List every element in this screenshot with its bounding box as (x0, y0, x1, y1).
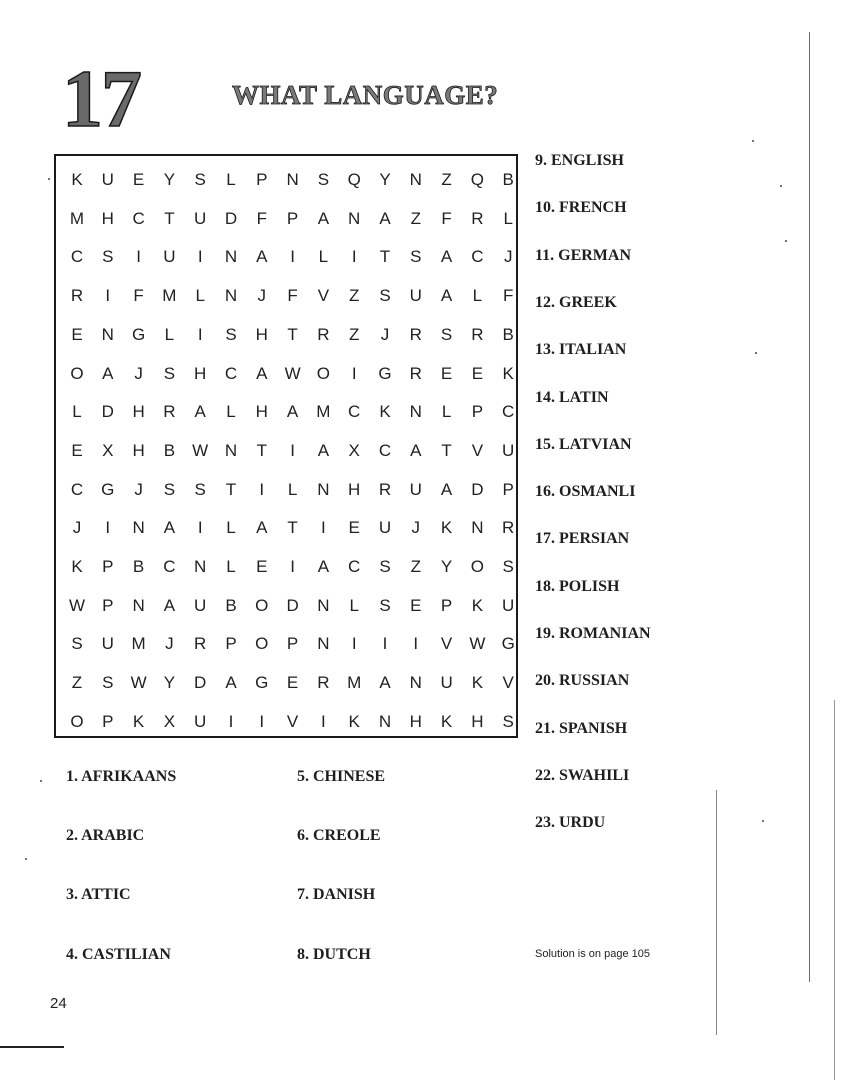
grid-letter: H (132, 440, 145, 460)
grid-letter: W (284, 363, 301, 383)
grid-letter: A (440, 286, 453, 306)
grid-letter: K (440, 711, 453, 731)
grid-letter: G (501, 634, 515, 654)
grid-letter: C (163, 557, 176, 576)
grid-letter: N (317, 595, 330, 615)
grid-letter: J (411, 518, 421, 538)
grid-letter: K (71, 557, 83, 576)
grid-letter: M (347, 673, 362, 693)
grid-letter: P (502, 479, 514, 499)
word-list-item: 20. RUSSIAN (535, 672, 630, 690)
grid-letter: L (226, 170, 236, 189)
binding-line (716, 790, 717, 1035)
grid-letter: J (503, 247, 513, 267)
grid-letter: H (132, 402, 145, 422)
grid-letter: R (471, 324, 484, 344)
grid-letter: M (69, 208, 85, 228)
grid-letter: W (469, 634, 486, 654)
grid-row (56, 671, 516, 695)
page-number: 24 (50, 995, 67, 1012)
grid-letter: E (471, 363, 484, 383)
grid-letter: N (317, 634, 330, 654)
grid-letter: T (379, 247, 391, 267)
grid-letter: O (255, 634, 269, 654)
grid-letter: R (471, 208, 484, 228)
grid-letter: D (471, 479, 484, 499)
grid-letter: Y (440, 557, 453, 576)
grid-letter: N (101, 324, 114, 344)
grid-letter: V (440, 634, 453, 654)
grid-letter: N (378, 711, 392, 731)
page-title: WHAT LANGUAGE? (232, 80, 499, 110)
grid-letter: K (379, 402, 391, 422)
word-list-item: 10. FRENCH (535, 199, 627, 217)
grid-letter: O (70, 711, 84, 731)
grid-letter: L (349, 595, 359, 615)
grid-letter: S (502, 557, 514, 576)
grid-letter: G (255, 673, 269, 693)
grid-letter: A (256, 247, 268, 267)
word-list-item: 6. CREOLE (297, 827, 381, 844)
word-list-item: 4. CASTILIAN (66, 946, 171, 963)
page-edge-line (809, 32, 810, 982)
grid-letter: Y (163, 673, 176, 693)
grid-letter: N (471, 518, 484, 538)
grid-letter: N (132, 595, 145, 615)
grid-letter: P (102, 557, 114, 576)
grid-letter: I (105, 518, 111, 538)
grid-letter: F (256, 208, 267, 228)
grid-letter: H (101, 208, 114, 228)
grid-letter: L (226, 402, 236, 422)
grid-letter: U (194, 595, 207, 615)
grid-letter: Z (410, 557, 421, 576)
grid-letter: J (165, 634, 174, 654)
grid-letter: V (502, 673, 514, 693)
grid-letter: I (228, 711, 234, 731)
grid-letter: C (502, 402, 515, 422)
grid-letter: W (130, 673, 147, 693)
grid-letter: G (378, 363, 392, 383)
word-list-item: 12. GREEK (535, 293, 617, 311)
grid-letter: G (131, 324, 146, 344)
word-list-item: 13. ITALIAN (535, 341, 627, 359)
grid-letter: I (321, 518, 326, 538)
grid-letter: I (321, 711, 326, 731)
grid-letter: S (102, 673, 114, 693)
grid-letter: H (194, 363, 207, 383)
grid-letter: J (72, 518, 82, 538)
grid-letter: A (256, 363, 268, 383)
grid-letter: N (286, 170, 299, 189)
grid-letter: Q (347, 170, 361, 189)
grid-letter: M (316, 402, 331, 422)
grid-letter: C (70, 247, 84, 267)
grid-letter: M (162, 286, 177, 306)
grid-letter: T (287, 324, 298, 344)
word-list-item: 17. PERSIAN (535, 530, 630, 548)
grid-row (56, 516, 516, 540)
word-list-item: 19. ROMANIAN (535, 625, 651, 642)
grid-letter: S (379, 595, 391, 615)
grid-letter: I (290, 247, 295, 267)
grid-letter: F (502, 286, 514, 306)
grid-letter: L (164, 324, 175, 344)
grid-letter: H (471, 711, 484, 731)
grid-letter: L (195, 286, 205, 306)
grid-letter: H (255, 402, 268, 422)
grid-letter: A (379, 208, 391, 228)
grid-letter: J (380, 324, 390, 344)
grid-letter: F (287, 286, 298, 306)
grid-row (56, 632, 516, 656)
grid-letter: K (132, 711, 145, 731)
grid-letter: S (317, 170, 330, 189)
footer-rule (0, 1046, 64, 1048)
grid-letter: U (502, 440, 515, 460)
word-list-item: 5. CHINESE (297, 768, 386, 785)
grid-letter: Y (379, 170, 391, 189)
grid-letter: U (101, 634, 114, 654)
grid-letter: P (102, 595, 114, 615)
grid-letter: A (317, 440, 330, 460)
grid-row (56, 594, 516, 618)
grid-letter: P (286, 208, 299, 228)
grid-letter: S (194, 170, 206, 189)
grid-letter: K (440, 518, 453, 538)
grid-letter: I (259, 479, 265, 499)
grid-letter: U (440, 673, 453, 693)
grid-letter: I (351, 247, 357, 267)
grid-letter: T (164, 208, 175, 228)
grid-letter: W (192, 440, 209, 460)
grid-letter: I (197, 247, 203, 267)
grid-letter: I (197, 324, 203, 344)
word-list-item: 9. ENGLISH (535, 152, 624, 169)
grid-letter: C (348, 402, 361, 422)
grid-row (56, 439, 516, 463)
grid-row (56, 323, 516, 347)
grid-letter: A (163, 595, 176, 615)
grid-letter: E (410, 595, 422, 615)
grid-letter: U (194, 711, 207, 731)
grid-letter: R (378, 479, 392, 499)
grid-letter: X (163, 711, 176, 731)
grid-letter: K (348, 711, 360, 731)
grid-letter: T (225, 479, 237, 499)
grid-letter: G (101, 479, 115, 499)
grid-letter: R (163, 402, 176, 422)
binding-line (834, 700, 835, 1080)
grid-letter: V (286, 711, 299, 731)
grid-letter: S (225, 324, 237, 344)
word-list-item: 21. SPANISH (535, 719, 628, 737)
grid-letter: N (409, 170, 422, 189)
grid-letter: L (226, 518, 236, 538)
grid-letter: I (105, 286, 111, 306)
grid-letter: I (351, 634, 357, 654)
word-list-item: 23. URDU (535, 814, 606, 832)
grid-letter: S (440, 324, 453, 344)
grid-letter: L (318, 247, 329, 267)
grid-letter: X (348, 440, 360, 460)
grid-letter: U (409, 479, 422, 499)
grid-letter: N (224, 440, 238, 460)
grid-letter: I (351, 363, 357, 383)
grid-letter: A (440, 479, 453, 499)
grid-row (56, 478, 516, 502)
grid-letter: T (256, 440, 267, 460)
grid-row (56, 207, 516, 231)
grid-letter: I (197, 518, 203, 538)
grid-letter: O (70, 363, 84, 383)
grid-letter: K (471, 673, 484, 693)
grid-letter: W (68, 595, 86, 615)
scan-speck (48, 178, 50, 180)
grid-letter: T (441, 440, 452, 460)
grid-letter: L (72, 402, 82, 422)
grid-letter: P (471, 402, 484, 422)
grid-letter: O (255, 595, 269, 615)
grid-letter: R (502, 518, 515, 538)
grid-letter: J (134, 363, 143, 383)
grid-letter: P (102, 711, 114, 731)
grid-letter: Q (470, 170, 484, 189)
grid-letter: R (409, 324, 422, 344)
grid-letter: L (226, 557, 236, 576)
grid-letter: R (194, 634, 207, 654)
scan-speck (762, 820, 764, 822)
grid-letter: A (194, 402, 206, 422)
grid-letter: E (132, 170, 145, 189)
scan-speck (25, 858, 27, 860)
word-list-item: 3. ATTIC (66, 886, 131, 903)
scan-speck (780, 185, 782, 187)
grid-letter: L (441, 402, 452, 422)
grid-letter: R (70, 286, 84, 306)
word-list-item: 1. AFRIKAANS (66, 768, 177, 785)
grid-letter: A (410, 440, 422, 460)
grid-letter: S (379, 286, 391, 306)
grid-letter: A (163, 518, 176, 538)
grid-letter: U (502, 595, 515, 615)
grid-letter: S (163, 363, 176, 383)
grid-row (56, 400, 516, 424)
grid-letter: R (317, 673, 330, 693)
puzzle-number: 17 (62, 53, 140, 144)
grid-letter: O (470, 557, 484, 576)
grid-letter: D (224, 208, 238, 228)
grid-letter: B (225, 595, 237, 615)
word-list-item: 22. SWAHILI (535, 766, 630, 784)
grid-letter: P (225, 634, 237, 654)
grid-letter: J (134, 479, 143, 499)
grid-letter: E (348, 518, 360, 538)
grid-letter: N (409, 673, 422, 693)
grid-letter: D (194, 673, 207, 693)
grid-letter: I (259, 711, 265, 731)
grid-letter: N (132, 518, 145, 538)
grid-letter: A (317, 208, 330, 228)
scan-speck (755, 352, 757, 354)
grid-letter: A (256, 518, 268, 538)
grid-letter: S (194, 479, 206, 499)
grid-letter: U (409, 286, 422, 306)
word-list-item: 14. LATIN (535, 388, 609, 406)
grid-letter: A (440, 247, 453, 267)
grid-letter: N (317, 479, 330, 499)
grid-letter: A (286, 402, 299, 422)
grid-letter: Z (410, 208, 421, 228)
grid-letter: T (287, 518, 298, 538)
grid-letter: K (471, 595, 484, 615)
grid-letter: N (194, 557, 207, 576)
grid-letter: S (502, 711, 514, 731)
grid-letter: E (71, 440, 83, 460)
grid-letter: I (382, 634, 388, 654)
grid-letter: S (102, 247, 114, 267)
grid-letter: K (502, 363, 514, 383)
grid-letter: Z (348, 286, 360, 306)
word-list-item: 11. GERMAN (535, 246, 631, 264)
grid-letter: Z (71, 673, 83, 693)
word-list-item: 16. OSMANLI (535, 483, 636, 501)
grid-letter: I (290, 440, 295, 460)
scan-speck (785, 240, 787, 242)
grid-letter: H (348, 479, 361, 499)
grid-letter: E (256, 557, 268, 576)
grid-letter: I (136, 247, 141, 267)
grid-letter: C (70, 479, 84, 499)
word-list-item: 7. DANISH (297, 886, 376, 903)
grid-letter: H (255, 324, 268, 344)
grid-letter: U (194, 208, 207, 228)
grid-letter: A (317, 557, 330, 576)
grid-letter: O (316, 363, 330, 383)
grid-row (56, 245, 516, 269)
grid-row (56, 168, 516, 192)
grid-letter: K (71, 170, 83, 189)
grid-letter: S (410, 247, 422, 267)
grid-row (56, 710, 516, 734)
grid-letter: V (471, 440, 484, 460)
grid-letter: C (348, 557, 361, 576)
grid-letter: S (71, 634, 83, 654)
grid-letter: E (440, 363, 453, 383)
grid-letter: Z (441, 170, 452, 189)
grid-letter: A (225, 673, 237, 693)
word-list-item: 8. DUTCH (297, 946, 371, 963)
grid-letter: P (286, 634, 299, 654)
grid-row (56, 555, 516, 579)
grid-letter: S (163, 479, 176, 499)
grid-letter: N (348, 208, 361, 228)
grid-letter: A (379, 673, 391, 693)
grid-letter: H (409, 711, 422, 731)
grid-letter: L (472, 286, 483, 306)
word-list-item: 15. LATVIAN (535, 435, 632, 453)
grid-letter: P (440, 595, 453, 615)
grid-letter: Z (348, 324, 360, 344)
word-list-item: 2. ARABIC (66, 827, 145, 844)
grid-letter: L (503, 208, 513, 228)
grid-letter: N (224, 286, 238, 306)
grid-letter: C (378, 440, 392, 460)
grid-letter: J (257, 286, 267, 306)
grid-letter: C (132, 208, 145, 228)
grid-letter: F (133, 286, 144, 306)
grid-letter: B (502, 170, 514, 189)
solution-note: Solution is on page 105 (535, 948, 650, 960)
grid-letter: R (409, 363, 422, 383)
grid-letter: N (224, 247, 238, 267)
grid-letter: Y (163, 170, 176, 189)
grid-letter: P (256, 170, 268, 189)
grid-letter: U (101, 170, 114, 189)
grid-letter: E (286, 673, 299, 693)
grid-letter: L (287, 479, 298, 499)
grid-row (56, 362, 516, 386)
word-list-item: 18. POLISH (535, 577, 620, 595)
grid-row (56, 284, 516, 308)
grid-letter: I (413, 634, 419, 654)
grid-letter: S (379, 557, 391, 576)
grid-letter: B (132, 557, 145, 576)
grid-letter: U (378, 518, 392, 538)
word-search-grid (54, 154, 518, 738)
grid-letter: D (101, 402, 114, 422)
grid-letter: C (224, 363, 238, 383)
grid-letter: F (441, 208, 452, 228)
grid-letter: M (131, 634, 146, 654)
grid-letter: U (163, 247, 176, 267)
grid-letter: V (317, 286, 330, 306)
scan-speck (40, 780, 42, 782)
grid-letter: X (102, 440, 114, 460)
grid-letter: C (471, 247, 484, 267)
grid-letter: D (286, 595, 299, 615)
grid-letter: I (290, 557, 295, 576)
grid-letter: A (102, 363, 114, 383)
grid-letter: N (409, 402, 422, 422)
grid-letter: R (317, 324, 330, 344)
grid-letter: B (163, 440, 176, 460)
scan-speck (752, 140, 754, 142)
grid-letter: B (502, 324, 514, 344)
grid-letter: E (71, 324, 83, 344)
